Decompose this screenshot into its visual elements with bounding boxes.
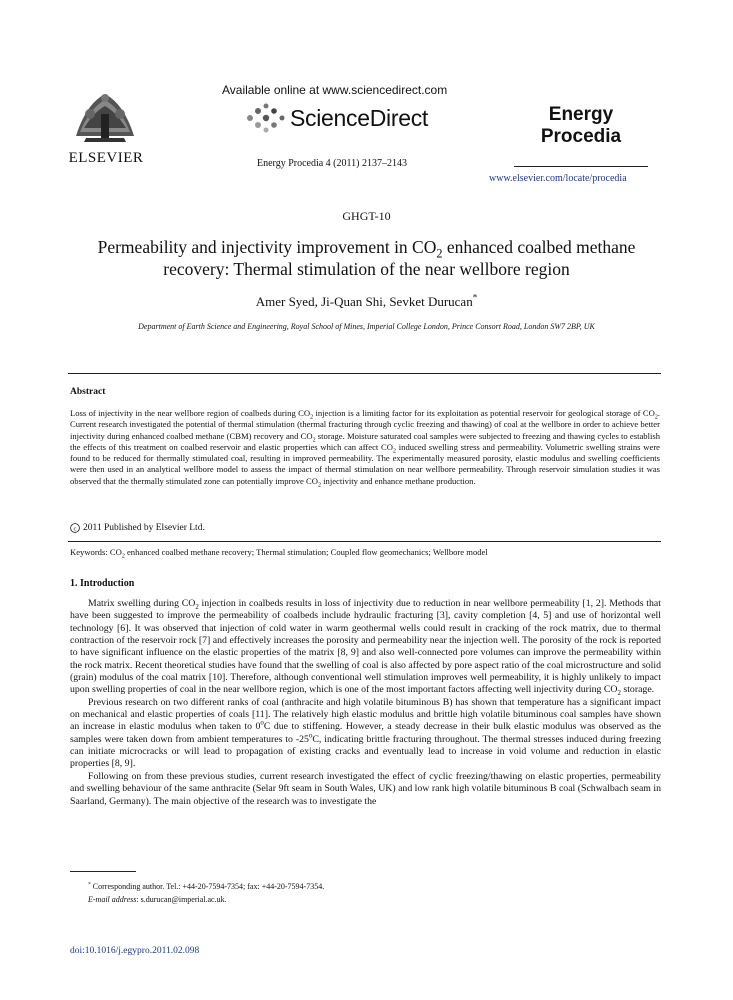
p1-seg: Matrix swelling during CO bbox=[88, 598, 196, 609]
intro-paragraph-2 bbox=[70, 697, 661, 771]
keywords-list: enhanced coalbed methane recovery; Thermal stimulation; Coupled flow geomechanics; Wellbore model bbox=[124, 547, 488, 557]
abstract-sub: 2 bbox=[393, 448, 397, 455]
authors-names: Amer Syed, Ji-Quan Shi, Sevket Durucan bbox=[255, 294, 473, 309]
abstract-seg: induced swelling stress and permeability. Volumetric swelling strains were found to be reduced for thermally stimulated coal, resulting in improved permeability. The experimentally measured porosity, elastic modulus and swelling coefficients were then used in an analytical wellbore model to assess the impact of thermal stimulation on near wellbore permeability. Through reservoir simulation studies it was observed that the thermally stimulated zone can potentially improve CO bbox=[70, 441, 660, 486]
footnote-corresponding-author bbox=[88, 882, 324, 891]
sciencedirect-wordmark: ScienceDirect bbox=[290, 104, 428, 131]
publisher-name: ELSEVIER bbox=[68, 150, 144, 166]
journal-title-line2: Procedia bbox=[540, 126, 622, 147]
p1-sub: 2 bbox=[617, 690, 621, 698]
p2-sup: o bbox=[308, 732, 313, 740]
doi-link[interactable]: doi:10.1016/j.egypro.2011.02.098 bbox=[70, 946, 200, 956]
paper-title bbox=[80, 236, 653, 280]
copyright-text: 2011 Published by Elsevier Ltd. bbox=[83, 523, 205, 533]
elsevier-tree-logo bbox=[66, 84, 144, 144]
email-label: E-mail address bbox=[88, 895, 137, 904]
copyright-icon bbox=[70, 523, 80, 533]
p1-seg: storage. bbox=[620, 684, 655, 696]
section-heading-introduction: 1. Introduction bbox=[70, 578, 135, 589]
abstract-sub: 2 bbox=[317, 482, 321, 489]
intro-paragraph-1 bbox=[70, 598, 661, 697]
journal-reference: Energy Procedia 4 (2011) 2137–2143 bbox=[257, 158, 407, 169]
affiliation: Department of Earth Science and Engineering, Royal School of Mines, Imperial College London, Prince Consort Road, London SW7 2BP, UK bbox=[138, 322, 595, 331]
p1-sub: 2 bbox=[195, 603, 199, 611]
abstract-seg: injectivity and enhance methane production. bbox=[320, 475, 476, 486]
abstract-seg: injection is a limiting factor for its exploitation as potential reservoir for geological storage of CO bbox=[313, 408, 655, 418]
title-part1: Permeability and injectivity improvement in CO bbox=[97, 237, 437, 257]
svg-text:c: c bbox=[73, 525, 77, 533]
footnote-email bbox=[88, 895, 227, 904]
title-part2: enhanced coalbed methane recovery: Thermal stimulation of the near wellbore region bbox=[163, 237, 636, 279]
p2-seg: Previous research on two different ranks of coal (anthracite and high volatile bituminous B) has shown that temperature has a significant impact on mechanical and elastic properties of coals [11]. The relatively high elastic modulus and brittle high volatile bituminous coal samples have shown an increase in elastic modulus when taken to 0 bbox=[70, 696, 661, 733]
journal-url-link[interactable]: www.elsevier.com/locate/procedia bbox=[489, 173, 627, 184]
title-subscript: 2 bbox=[436, 246, 443, 261]
p1-seg: injection in coalbeds results in loss of injectivity due to reduction in near wellbore permeability [1, 2]. Methods that have been suggested to improve the permeability of coalbeds include hydraulic fracturing [3], cavity completion [4, 5] and use of horizontal well technology [6]. It was observed that injection of cold water in warm geothermal wells could result in cracking of the rock matrix, due to thermal contraction of the reservoir rock [7] and effectively increases the porosity and permeability near the injection well. The porosity of the rock is reported to have significant influence on the elastic properties of the matrix [8, 9] and also well-connected pore volumes can improve the permeability within the rock matrix. Recent theoretical studies have found that the swelling of coal is also affected by pore aspect ratio of the coal microstructure and solid (grain) modulus of the coal matrix [10]. Therefore, although conventional well stimulation improves well permeability, it is highly unlikely to impact upon swelling properties of coal in the near wellbore region, which is one of the most important factors affecting well injectivity during CO bbox=[70, 598, 661, 696]
keywords bbox=[70, 547, 488, 560]
keywords-label: Keywords: CO bbox=[70, 547, 122, 557]
abstract-seg: storage. Moisture saturated coal samples were subjected to freezing and thawing cycles to establish the effects of this treatment on coalbed reservoir and elastic properties which can affect CO bbox=[70, 430, 660, 452]
keywords-sub: 2 bbox=[121, 553, 125, 560]
abstract-sub: 2 bbox=[654, 414, 658, 421]
header-rule bbox=[514, 166, 648, 167]
abstract-top-rule bbox=[68, 373, 661, 374]
abstract-heading: Abstract bbox=[70, 387, 106, 397]
abstract-seg: Loss of injectivity in the near wellbore region of coalbeds during CO bbox=[70, 408, 311, 418]
conference-name: GHGT-10 bbox=[342, 209, 391, 223]
footnote-mark: * bbox=[88, 881, 91, 888]
available-online-text: Available online at www.sciencedirect.com bbox=[222, 83, 448, 97]
abstract-sub: 2 bbox=[312, 437, 316, 444]
email-address[interactable]: : s.durucan@imperial.ac.uk. bbox=[136, 895, 227, 904]
p2-seg: C, indicating brittle fracturing throughout. The thermal stresses induced during freezing can initiate microcracks or will lead to propagation of existing cracks and eventually lead to increase in void volume and reduction in elastic properties [8, 9]. bbox=[70, 733, 661, 770]
author-list bbox=[0, 294, 733, 310]
copyright-line bbox=[70, 523, 205, 533]
introduction-body bbox=[70, 598, 661, 808]
sciencedirect-logo bbox=[244, 100, 428, 136]
journal-title bbox=[514, 104, 648, 148]
abstract-sub: 2 bbox=[310, 414, 314, 421]
abstract-text bbox=[70, 408, 660, 487]
p2-sup: o bbox=[260, 720, 264, 728]
footnote-contact: Corresponding author. Tel.: +44-20-7594-7354; fax: +44-20-7594-7354. bbox=[90, 882, 325, 891]
abstract-seg: . Current research investigated the potential of thermal stimulation (thermal fracturing through cyclic freezing and thawing) of coal at the wellbore in order to achieve better injectivity during enhanced coalbed methane (CBM) recovery and CO bbox=[70, 408, 660, 441]
corresponding-author-mark: * bbox=[472, 292, 478, 303]
intro-paragraph-3: Following on from these previous studies, current research investigated the effect of cyclic freezing/thawing on elastic properties, permeability and swelling behaviour of the same anthracite (Selar 9ft seam in South Wales, UK) and low rank high volatile bituminous B coal (Schwalbach seam in Saarland, Germany). The main objective of the research was to investigate the bbox=[70, 770, 661, 807]
p2-seg: C due to stiffening. However, a steady decrease in their bulk elastic modulus was observed as the samples were taken down from ambient temperatures to -25 bbox=[70, 721, 661, 745]
abstract-bottom-rule bbox=[68, 541, 661, 542]
footnote-rule bbox=[70, 871, 136, 872]
journal-title-line1: Energy bbox=[548, 104, 614, 125]
sciencedirect-dots-icon bbox=[244, 101, 288, 135]
